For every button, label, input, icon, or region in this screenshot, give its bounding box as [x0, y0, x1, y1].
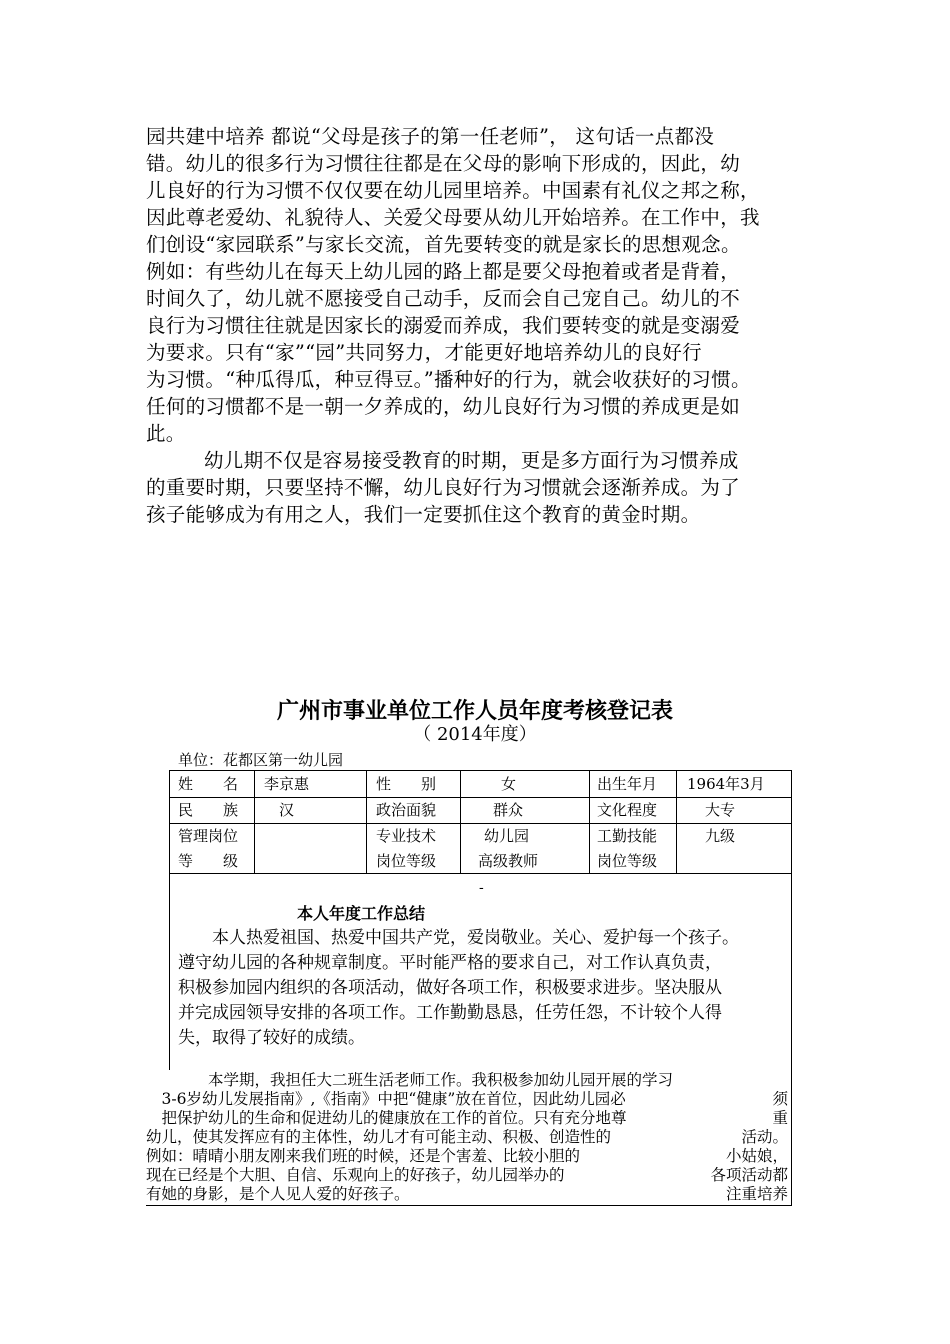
essay-line: 因此尊老爱幼、礼貌待人、关爱父母要从幼儿开始培养。在工作中，我	[146, 206, 760, 229]
value-birth: 1964年3月	[687, 775, 765, 793]
summary-line-right: 注重培养	[725, 1185, 788, 1203]
summary-line: 积极参加园内组织的各项活动，做好各项工作，积极要求进步。坚决服从	[178, 978, 722, 998]
summary-line-right: 重	[772, 1109, 788, 1127]
label-management-level: 管理岗位	[178, 827, 239, 845]
label-professional-level-2: 岗位等级	[376, 852, 437, 870]
form-subtitle: （ 2014年度）	[413, 724, 537, 745]
section-dash: -	[479, 880, 484, 896]
essay-line: 为习惯。“种瓜得瓜，种豆得豆。”播种好的行为，就会收获好的习惯。	[146, 368, 751, 391]
essay-line: 幼儿期不仅是容易接受教育的时期，更是多方面行为习惯养成	[204, 449, 739, 472]
unit-label: 单位：花都区第一幼儿园	[178, 751, 344, 769]
summary-paragraph-1	[178, 926, 790, 1051]
summary-line	[146, 1147, 788, 1166]
essay-line: 儿良好的行为习惯不仅仅要在幼儿园里培养。中国素有礼仪之邦之称，	[146, 179, 760, 202]
summary-line-right: 活动。	[741, 1128, 788, 1146]
summary-line-left: 把保护幼儿的生命和促进幼儿的健康放在工作的首位。只有充分地尊	[146, 1109, 627, 1127]
essay-body	[146, 123, 818, 528]
label-education: 文化程度	[597, 801, 658, 819]
summary-line-left: 本学期，我担任大二班生活老师工作。我积极参加幼儿园开展的学习	[146, 1071, 674, 1089]
essay-line: 例如：有些幼儿在每天上幼儿园的路上都是要父母抱着或者是背着，	[146, 260, 741, 283]
essay-line: 任何的习惯都不是一朝一夕养成的，幼儿良好行为习惯的养成更是如	[146, 395, 741, 418]
summary-line	[146, 1090, 788, 1109]
summary-line	[146, 1071, 788, 1090]
summary-line-left: 例如：晴晴小朋友刚来我们班的时候，还是个害羞、比较小胆的	[146, 1147, 581, 1165]
summary-line-left: 3-6岁幼儿发展指南》,《指南》中把“健康”放在首位，因此幼儿园必	[146, 1090, 626, 1108]
summary-line: 失，取得了较好的成绩。	[178, 1028, 365, 1048]
essay-line: 园共建中培养 都说“父母是孩子的第一任老师”， 这句话一点都没	[146, 125, 715, 148]
label-gender: 性 别	[376, 775, 437, 793]
summary-line-left: 有她的身影，是个人见人爱的好孩子。	[146, 1185, 410, 1203]
label-professional-level: 专业技术	[376, 827, 437, 845]
label-ethnicity: 民 族	[178, 801, 239, 819]
summary-paragraph-2	[146, 1071, 788, 1204]
summary-line: 本人热爱祖国、热爱中国共产党，爱岗敬业。关心、爱护每一个孩子。	[178, 928, 739, 948]
essay-line: 错。幼儿的很多行为习惯往往都是在父母的影响下形成的，因此，幼	[146, 152, 741, 175]
summary-line-right: 小姑娘，	[725, 1147, 788, 1165]
section-title: 本人年度工作总结	[297, 904, 426, 923]
summary-line-left: 现在已经是个大胆、自信、乐观向上的好孩子，幼儿园举办的	[146, 1166, 565, 1184]
essay-line: 孩子能够成为有用之人，我们一定要抓住这个教育的黄金时期。	[146, 503, 701, 526]
summary-line	[146, 1166, 788, 1185]
label-political: 政治面貌	[376, 801, 437, 819]
value-education: 大专	[705, 801, 736, 819]
essay-line: 良行为习惯往往就是因家长的溺爱而养成，我们要转变的就是变溺爱	[146, 314, 741, 337]
value-political: 群众	[493, 801, 524, 819]
essay-line: 的重要时期，只要坚持不懈，幼儿良好行为习惯就会逐渐养成。为了	[146, 476, 741, 499]
essay-line: 们创设“家园联系”与家长交流，首先要转变的就是家长的思想观念。	[146, 233, 741, 256]
summary-line-right: 各项活动都	[710, 1166, 788, 1184]
essay-line: 时间久了，幼儿就不愿接受自己动手，反而会自己宠自己。幼儿的不	[146, 287, 741, 310]
summary-line	[146, 1185, 788, 1204]
value-ethnicity: 汉	[279, 801, 295, 819]
label-birth: 出生年月	[597, 775, 658, 793]
summary-line-left: 幼儿，使其发挥应有的主体性，幼儿才有可能主动、积极、创造性的	[146, 1128, 612, 1146]
essay-line: 为要求。只有“家”“园”共同努力，才能更好地培养幼儿的良好行	[146, 341, 702, 364]
value-professional-level: 幼儿园	[484, 827, 530, 845]
form-title: 广州市事业单位工作人员年度考核登记表	[276, 699, 673, 724]
summary-line	[146, 1109, 788, 1128]
summary-line	[146, 1128, 788, 1147]
label-name: 姓 名	[178, 775, 239, 793]
label-skill-level-2: 岗位等级	[597, 852, 658, 870]
value-name: 李京惠	[264, 775, 310, 793]
summary-line: 遵守幼儿园的各种规章制度。平时能严格的要求自己，对工作认真负责，	[178, 953, 722, 973]
value-gender: 女	[501, 775, 517, 793]
value-professional-level-2: 高级教师	[478, 852, 539, 870]
essay-line: 此。	[146, 422, 186, 445]
value-skill-level: 九级	[705, 827, 736, 845]
summary-line: 并完成园领导安排的各项工作。工作勤勤恳恳，任劳任怨，不计较个人得	[178, 1003, 722, 1023]
label-skill-level: 工勤技能	[597, 827, 658, 845]
summary-line-right: 须	[772, 1090, 788, 1108]
label-management-level-2: 等 级	[178, 852, 239, 870]
